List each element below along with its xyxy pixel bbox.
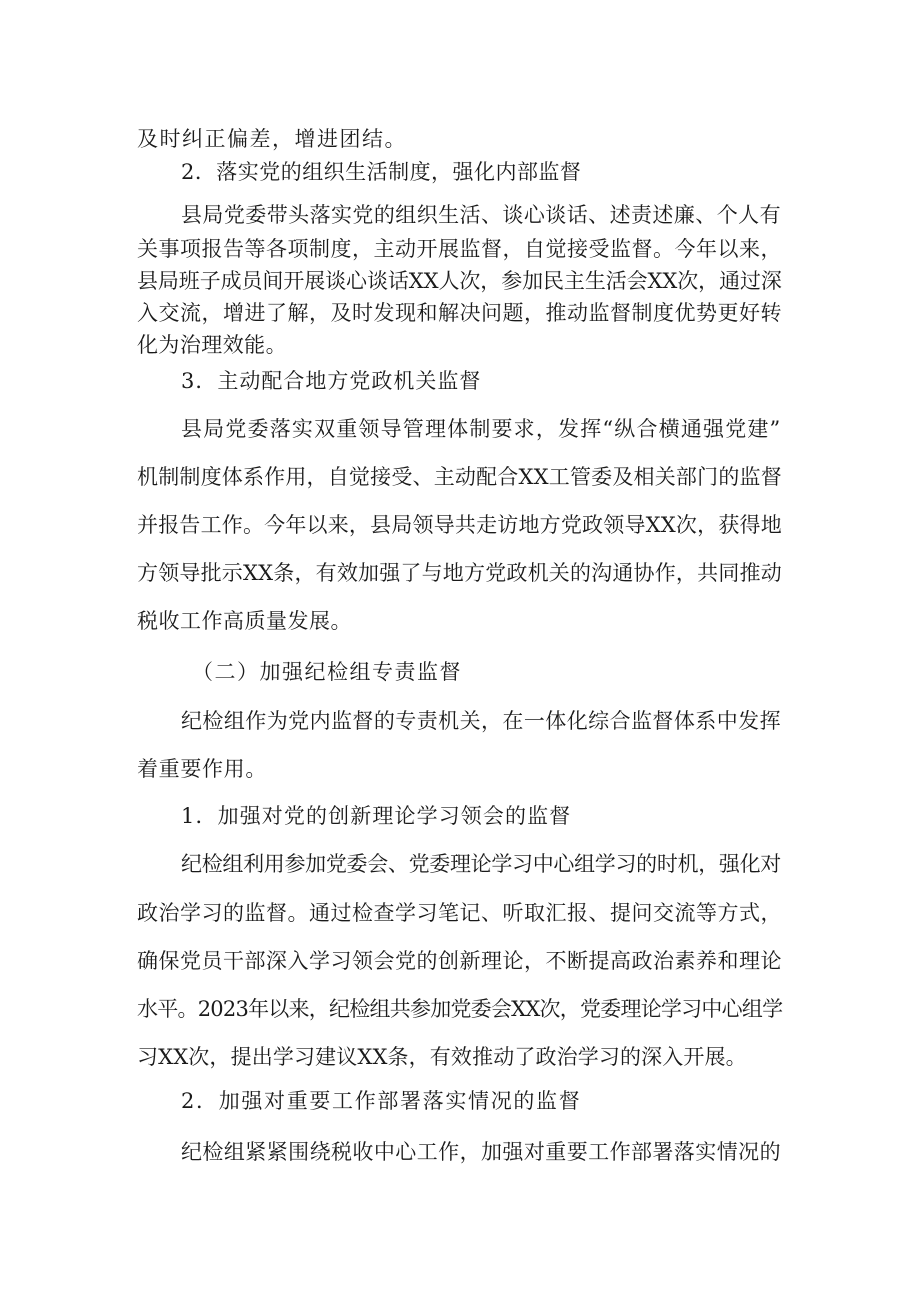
paragraph-line: 及时纠正偏差，增进团结。 [137,127,407,151]
section-heading: （二）加强纪检组专责监督 [192,660,462,684]
section-heading: 3．主动配合地方党政机关监督 [181,369,482,393]
paragraph-line: 税收工作高质量发展。 [137,609,352,633]
paragraph-line: 水平。2023年以来，纪检组共参加党委会XX次，党委理论学习中心组学 [137,997,783,1021]
paragraph-line: 并报告工作。今年以来，县局领导共走访地方党政领导XX次，获得地 [137,513,782,537]
paragraph-line: 县局班子成员间开展谈心谈话XX人次，参加民主生活会XX次，通过深 [137,269,782,293]
paragraph-line: 方领导批示XX条，有效加强了与地方党政机关的沟通协作，共同推动 [137,561,782,585]
section-heading: 1．加强对党的创新理论学习领会的监督 [181,804,572,828]
paragraph-line: 着重要作用。 [137,757,267,781]
paragraph-line: 入交流，增进了解，及时发现和解决问题，推动监督制度优势更好转 [137,301,782,325]
section-heading: 2．加强对重要工作部署落实情况的监督 [181,1089,582,1113]
paragraph-line: 纪检组紧紧围绕税收中心工作，加强对重要工作部署落实情况的 [181,1140,781,1164]
paragraph-line: 化为治理效能。 [137,333,287,357]
paragraph-line: 纪检组利用参加党委会、党委理论学习中心组学习的时机，强化对 [181,852,781,876]
section-heading: 2．落实党的组织生活制度，强化内部监督 [181,160,582,184]
paragraph-line: 县局党委带头落实党的组织生活、谈心谈话、述责述廉、个人有 [181,203,781,227]
paragraph-line: 纪检组作为党内监督的专责机关，在一体化综合监督体系中发挥 [181,709,781,733]
paragraph-line: 机制制度体系作用，自觉接受、主动配合XX工管委及相关部门的监督 [137,465,782,489]
paragraph-line: 习XX次，提出学习建议XX条，有效推动了政治学习的深入开展。 [137,1045,747,1069]
paragraph-line: 关事项报告等各项制度，主动开展监督，自觉接受监督。今年以来， [137,237,782,261]
paragraph-line: 确保党员干部深入学习领会党的创新理论，不断提高政治素养和理论 [137,949,782,973]
paragraph-line: 政治学习的监督。通过检查学习笔记、听取汇报、提问交流等方式， [137,901,782,925]
paragraph-line: 县局党委落实双重领导管理体制要求，发挥“纵合横通强党建” [181,417,782,441]
